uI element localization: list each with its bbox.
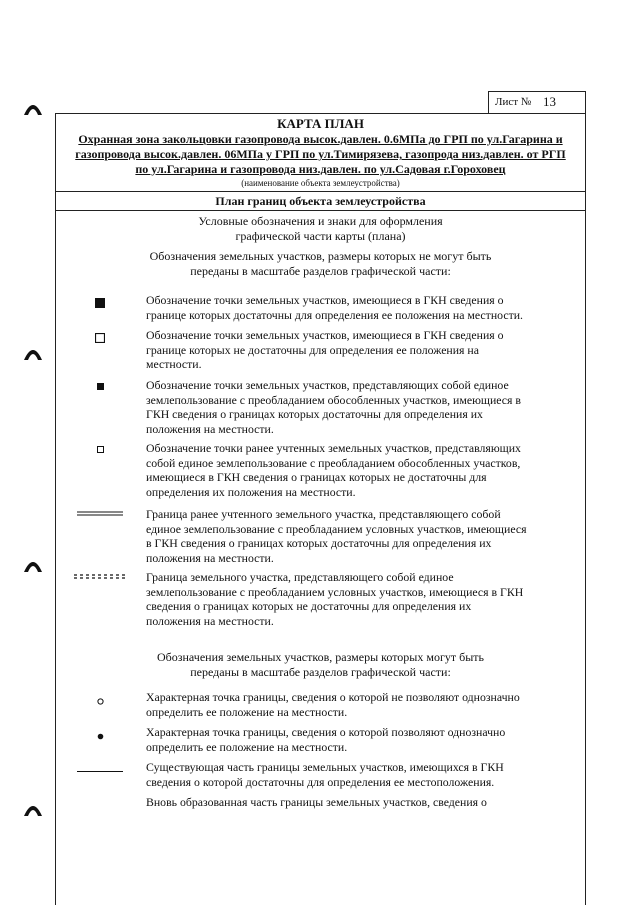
object-name-line: газопровода высок.давлен. 06МПа у ГРП по ул.Тимирязева, газопрода низ.давлен. от РГП	[75, 147, 566, 161]
legend-section-heading	[56, 650, 585, 680]
legend-description: Вновь образованная часть границы земельных участков, сведения о	[146, 795, 487, 809]
binder-hole-mark	[22, 552, 44, 574]
sheet-number: 13	[543, 94, 556, 109]
binder-hole-mark	[22, 95, 44, 117]
legend-description: Характерная точка границы, сведения о которой позволяют однозначно определить ее положение на местности.	[146, 725, 506, 754]
legend-intro-line: Условные обозначения и знаки для оформления	[198, 214, 443, 228]
legend-description: Обозначение точки ранее учтенных земельных участков, представляющих собой единое землепользование с преобладанием обособленных участков, имеющиеся в ГКН сведения о границах которых не достаточны для определения их положения на местности.	[146, 441, 521, 499]
sheet-label: Лист №	[495, 96, 532, 108]
legend-intro	[56, 214, 585, 244]
section-heading-line: Обозначения земельных участков, размеры которых могут быть	[157, 650, 484, 664]
legend-description: Существующая часть границы земельных участков, имеющихся в ГКН сведения о которой достаточны для определения ее местоположения.	[146, 760, 504, 789]
document-title: КАРТА ПЛАН	[277, 116, 364, 131]
double-line-icon	[56, 511, 144, 517]
section-heading-line: Обозначения земельных участков, размеры которых не могут быть	[149, 249, 492, 263]
binder-hole-mark	[22, 796, 44, 818]
filled-square-large-icon	[56, 298, 144, 308]
sheet-number-box	[488, 91, 586, 113]
legend-description: Обозначение точки земельных участков, представляющих собой единое землепользование с преобладанием обособленных участков, имеющиеся в ГКН сведения о границах которых достаточны для определения их положения на местности.	[146, 378, 521, 436]
legend-description: Характерная точка границы, сведения о которой не позволяют однозначно определить ее положение на местности.	[146, 690, 520, 719]
filled-circle-icon	[56, 733, 144, 740]
section-title: План границ объекта землеустройства	[56, 192, 585, 211]
filled-square-small-icon	[56, 383, 144, 390]
legend-intro-line: графической части карты (плана)	[235, 229, 406, 243]
legend-description: Граница ранее учтенного земельного участка, представляющего собой единое землепользование с преобладанием условных участков, имеющиеся в ГКН сведения о границах которых достаточны для определения их положения на местности.	[146, 507, 527, 565]
section-heading-line: переданы в масштабе разделов графической части:	[190, 665, 451, 679]
legend-description: Граница земельного участка, представляющего собой единое землепользование с преобладанием условных участков, имеющиеся в ГКН сведения о границах которых не достаточны для определения их положения на местности.	[146, 570, 524, 628]
hollow-square-large-icon	[56, 333, 144, 343]
object-name-caption: (наименование объекта землеустройства)	[241, 178, 400, 188]
dashed-double-line-icon	[56, 574, 144, 580]
object-name-line: Охранная зона закольцовки газопровода высок.давлен. 0.6МПа до ГРП по ул.Гагарина и	[78, 132, 563, 146]
document-frame	[55, 113, 586, 905]
solid-line-icon	[56, 770, 144, 773]
object-name-line: по ул.Гагарина и газопровода низ.давлен. по ул.Садовая г.Гороховец	[135, 162, 506, 176]
hollow-square-small-icon	[56, 446, 144, 453]
document-header	[56, 114, 585, 192]
binder-hole-mark	[22, 340, 44, 362]
legend-description: Обозначение точки земельных участков, имеющиеся в ГКН сведения о границе которых не достаточны для определения ее положения на местности.	[146, 328, 504, 372]
legend-section-heading	[56, 249, 585, 279]
legend-description: Обозначение точки земельных участков, имеющиеся в ГКН сведения о границе которых достаточны для определения ее положения на местности.	[146, 293, 523, 322]
hollow-circle-icon	[56, 698, 144, 705]
section-heading-line: переданы в масштабе разделов графической части:	[190, 264, 451, 278]
